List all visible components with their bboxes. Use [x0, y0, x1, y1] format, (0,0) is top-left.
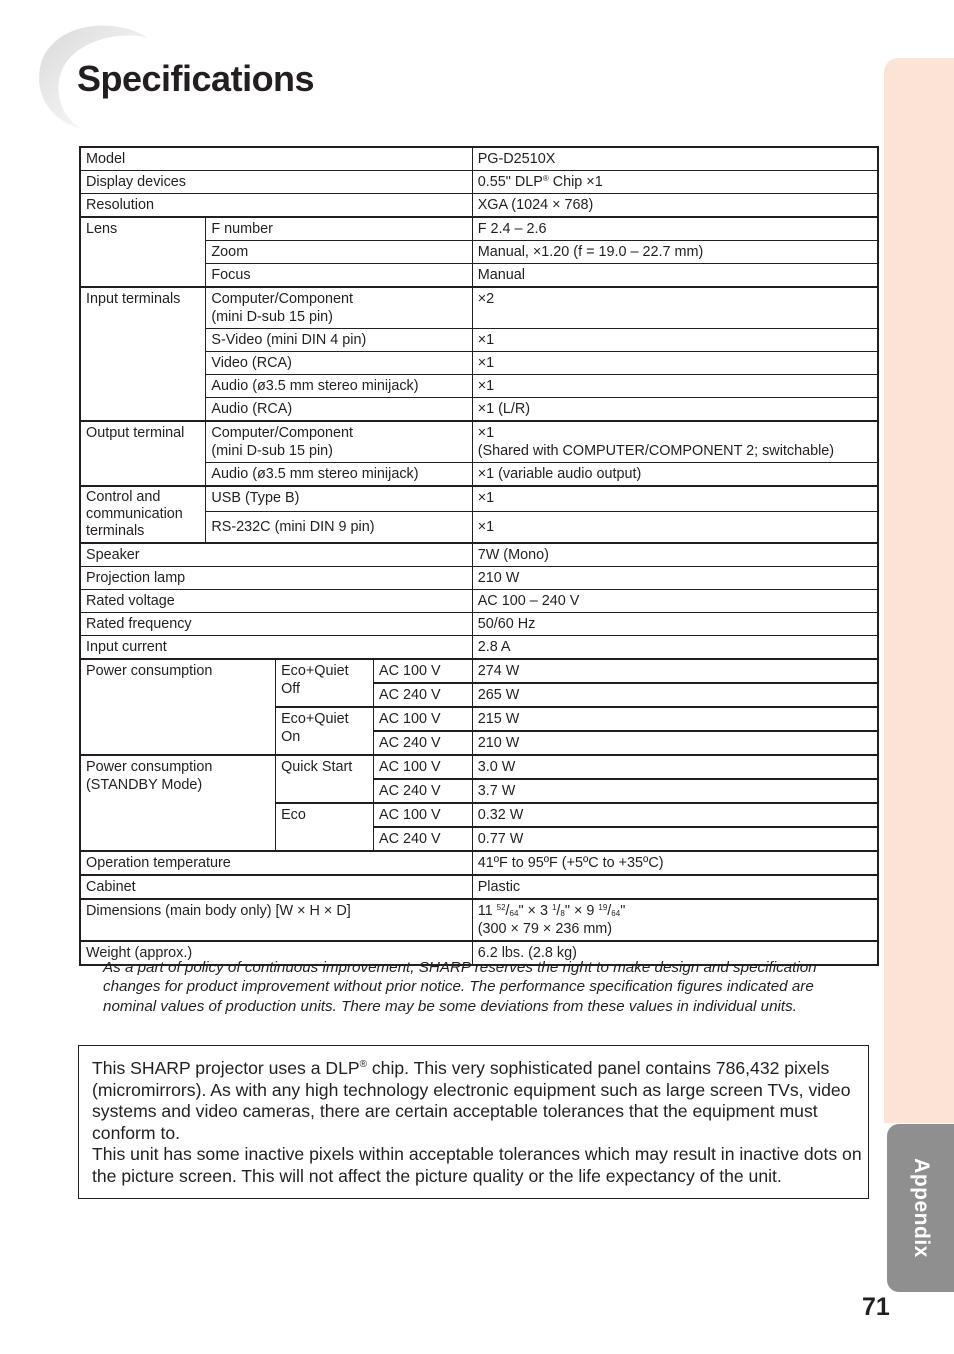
table-row [80, 171, 878, 194]
spec-label: Projection lamp [80, 567, 472, 590]
spec-value: ×1 (Shared with COMPUTER/COMPONENT 2; switchable) [472, 421, 878, 463]
spec-value: 2.8 A [472, 636, 878, 660]
spec-label: Weight (approx.) [80, 941, 472, 965]
spec-group-label: Power consumption [80, 659, 276, 755]
spec-label: AC 240 V [373, 731, 472, 755]
spec-label: Audio (RCA) [206, 398, 472, 422]
table-row [80, 194, 878, 218]
spec-label: AC 100 V [373, 755, 472, 779]
spec-label: Operation temperature [80, 851, 472, 875]
spec-label: Rated voltage [80, 590, 472, 613]
spec-value: 7W (Mono) [472, 543, 878, 567]
spec-value: 0.32 W [472, 803, 878, 827]
spec-label: Zoom [206, 241, 472, 264]
spec-label: Rated frequency [80, 613, 472, 636]
spec-value: 0.55" DLP® Chip ×1 [472, 171, 878, 194]
spec-label: Resolution [80, 194, 472, 218]
appendix-tab-label: Appendix [909, 1158, 933, 1258]
spec-label: AC 100 V [373, 707, 472, 731]
spec-label: AC 240 V [373, 779, 472, 803]
spec-group-label: Lens [80, 217, 206, 287]
spec-value: XGA (1024 × 768) [472, 194, 878, 218]
spec-value: 50/60 Hz [472, 613, 878, 636]
table-row [80, 875, 878, 899]
spec-label: F number [206, 217, 472, 241]
table-row [80, 613, 878, 636]
spec-value: ×1 [472, 352, 878, 375]
spec-label: Computer/Component (mini D-sub 15 pin) [206, 287, 472, 329]
spec-sub-label: Eco [276, 803, 374, 851]
spec-value: Manual [472, 264, 878, 288]
table-row [80, 755, 878, 779]
spec-label: Audio (ø3.5 mm stereo minijack) [206, 375, 472, 398]
table-row [80, 147, 878, 171]
spec-value: 41ºF to 95ºF (+5ºC to +35ºC) [472, 851, 878, 875]
spec-value: 11 $^{52}/_{64}$" × 3 $^1/_8$" × 9 $^{19}/_{64}$" (300 × 79 × 236 mm) [472, 899, 878, 941]
table-row [80, 636, 878, 660]
dlp-notice-box [78, 1045, 869, 1199]
spec-value: ×1 [472, 329, 878, 352]
page-number: 71 [862, 1293, 890, 1321]
spec-label: Display devices [80, 171, 472, 194]
table-row [80, 659, 878, 683]
spec-label: Cabinet [80, 875, 472, 899]
spec-label: Audio (ø3.5 mm stereo minijack) [206, 463, 472, 487]
spec-value: ×1 (variable audio output) [472, 463, 878, 487]
spec-sub-label: Quick Start [276, 755, 374, 803]
spec-value: 3.7 W [472, 779, 878, 803]
table-row [80, 421, 878, 463]
spec-label: AC 240 V [373, 683, 472, 707]
spec-label: Speaker [80, 543, 472, 567]
dlp-notice-paragraph: This unit has some inactive pixels within acceptable tolerances which may result in inactive dots on the picture screen. This will not affect the picture quality or the life expectancy of the unit. [92, 1144, 862, 1186]
spec-value: F 2.4 – 2.6 [472, 217, 878, 241]
spec-label: USB (Type B) [206, 486, 472, 511]
table-row [80, 543, 878, 567]
spec-label: Focus [206, 264, 472, 288]
side-tab-background [884, 58, 954, 1123]
spec-value: 0.77 W [472, 827, 878, 851]
spec-label: Model [80, 147, 472, 171]
spec-value: 215 W [472, 707, 878, 731]
spec-value: 265 W [472, 683, 878, 707]
spec-label: AC 100 V [373, 659, 472, 683]
spec-sub-label: Eco+Quiet Off [276, 659, 374, 707]
table-row [80, 590, 878, 613]
spec-label: Dimensions (main body only) [W × H × D] [80, 899, 472, 941]
spec-value: ×1 [472, 375, 878, 398]
spec-group-label: Output terminal [80, 421, 206, 486]
table-row [80, 567, 878, 590]
spec-value: ×1 [472, 486, 878, 511]
spec-value: AC 100 – 240 V [472, 590, 878, 613]
spec-label: RS-232C (mini DIN 9 pin) [206, 511, 472, 543]
table-row [80, 486, 878, 511]
table-row [80, 217, 878, 241]
spec-sub-label: Eco+Quiet On [276, 707, 374, 755]
spec-group-label: Input terminals [80, 287, 206, 421]
spec-value: 274 W [472, 659, 878, 683]
improvement-policy-note: As a part of policy of continuous improvement, SHARP reserves the right to make design and specification changes for product improvement without prior notice. The performance specification figures indicated are nominal values of production units. There may be some deviations from these values in individual units. [103, 959, 817, 1015]
page-title: Specifications [77, 58, 315, 99]
spec-group-label: Control and communication terminals [80, 486, 206, 543]
dlp-notice-paragraph: This SHARP projector uses a DLP® chip. This very sophisticated panel contains 786,432 pixels (micromirrors). As with any high technology electronic equipment such as large screen TVs, video systems and video cameras, there are certain acceptable tolerances that the equipment must conform to. [92, 1058, 851, 1143]
spec-value: ×1 (L/R) [472, 398, 878, 422]
spec-value: 6.2 lbs. (2.8 kg) [472, 941, 878, 965]
spec-label: Computer/Component (mini D-sub 15 pin) [206, 421, 472, 463]
spec-value: ×2 [472, 287, 878, 329]
spec-value: Plastic [472, 875, 878, 899]
spec-value: 3.0 W [472, 755, 878, 779]
spec-label: Input current [80, 636, 472, 660]
table-row [80, 287, 878, 329]
spec-label: AC 100 V [373, 803, 472, 827]
spec-value: ×1 [472, 511, 878, 543]
specifications-table [79, 146, 879, 966]
spec-value: 210 W [472, 731, 878, 755]
spec-value: PG-D2510X [472, 147, 878, 171]
table-row [80, 851, 878, 875]
spec-label: Video (RCA) [206, 352, 472, 375]
spec-label: AC 240 V [373, 827, 472, 851]
appendix-tab[interactable] [887, 1124, 954, 1292]
spec-label: S-Video (mini DIN 4 pin) [206, 329, 472, 352]
spec-value: 210 W [472, 567, 878, 590]
table-row [80, 899, 878, 941]
spec-group-label: Power consumption (STANDBY Mode) [80, 755, 276, 851]
spec-value: Manual, ×1.20 (f = 19.0 – 22.7 mm) [472, 241, 878, 264]
